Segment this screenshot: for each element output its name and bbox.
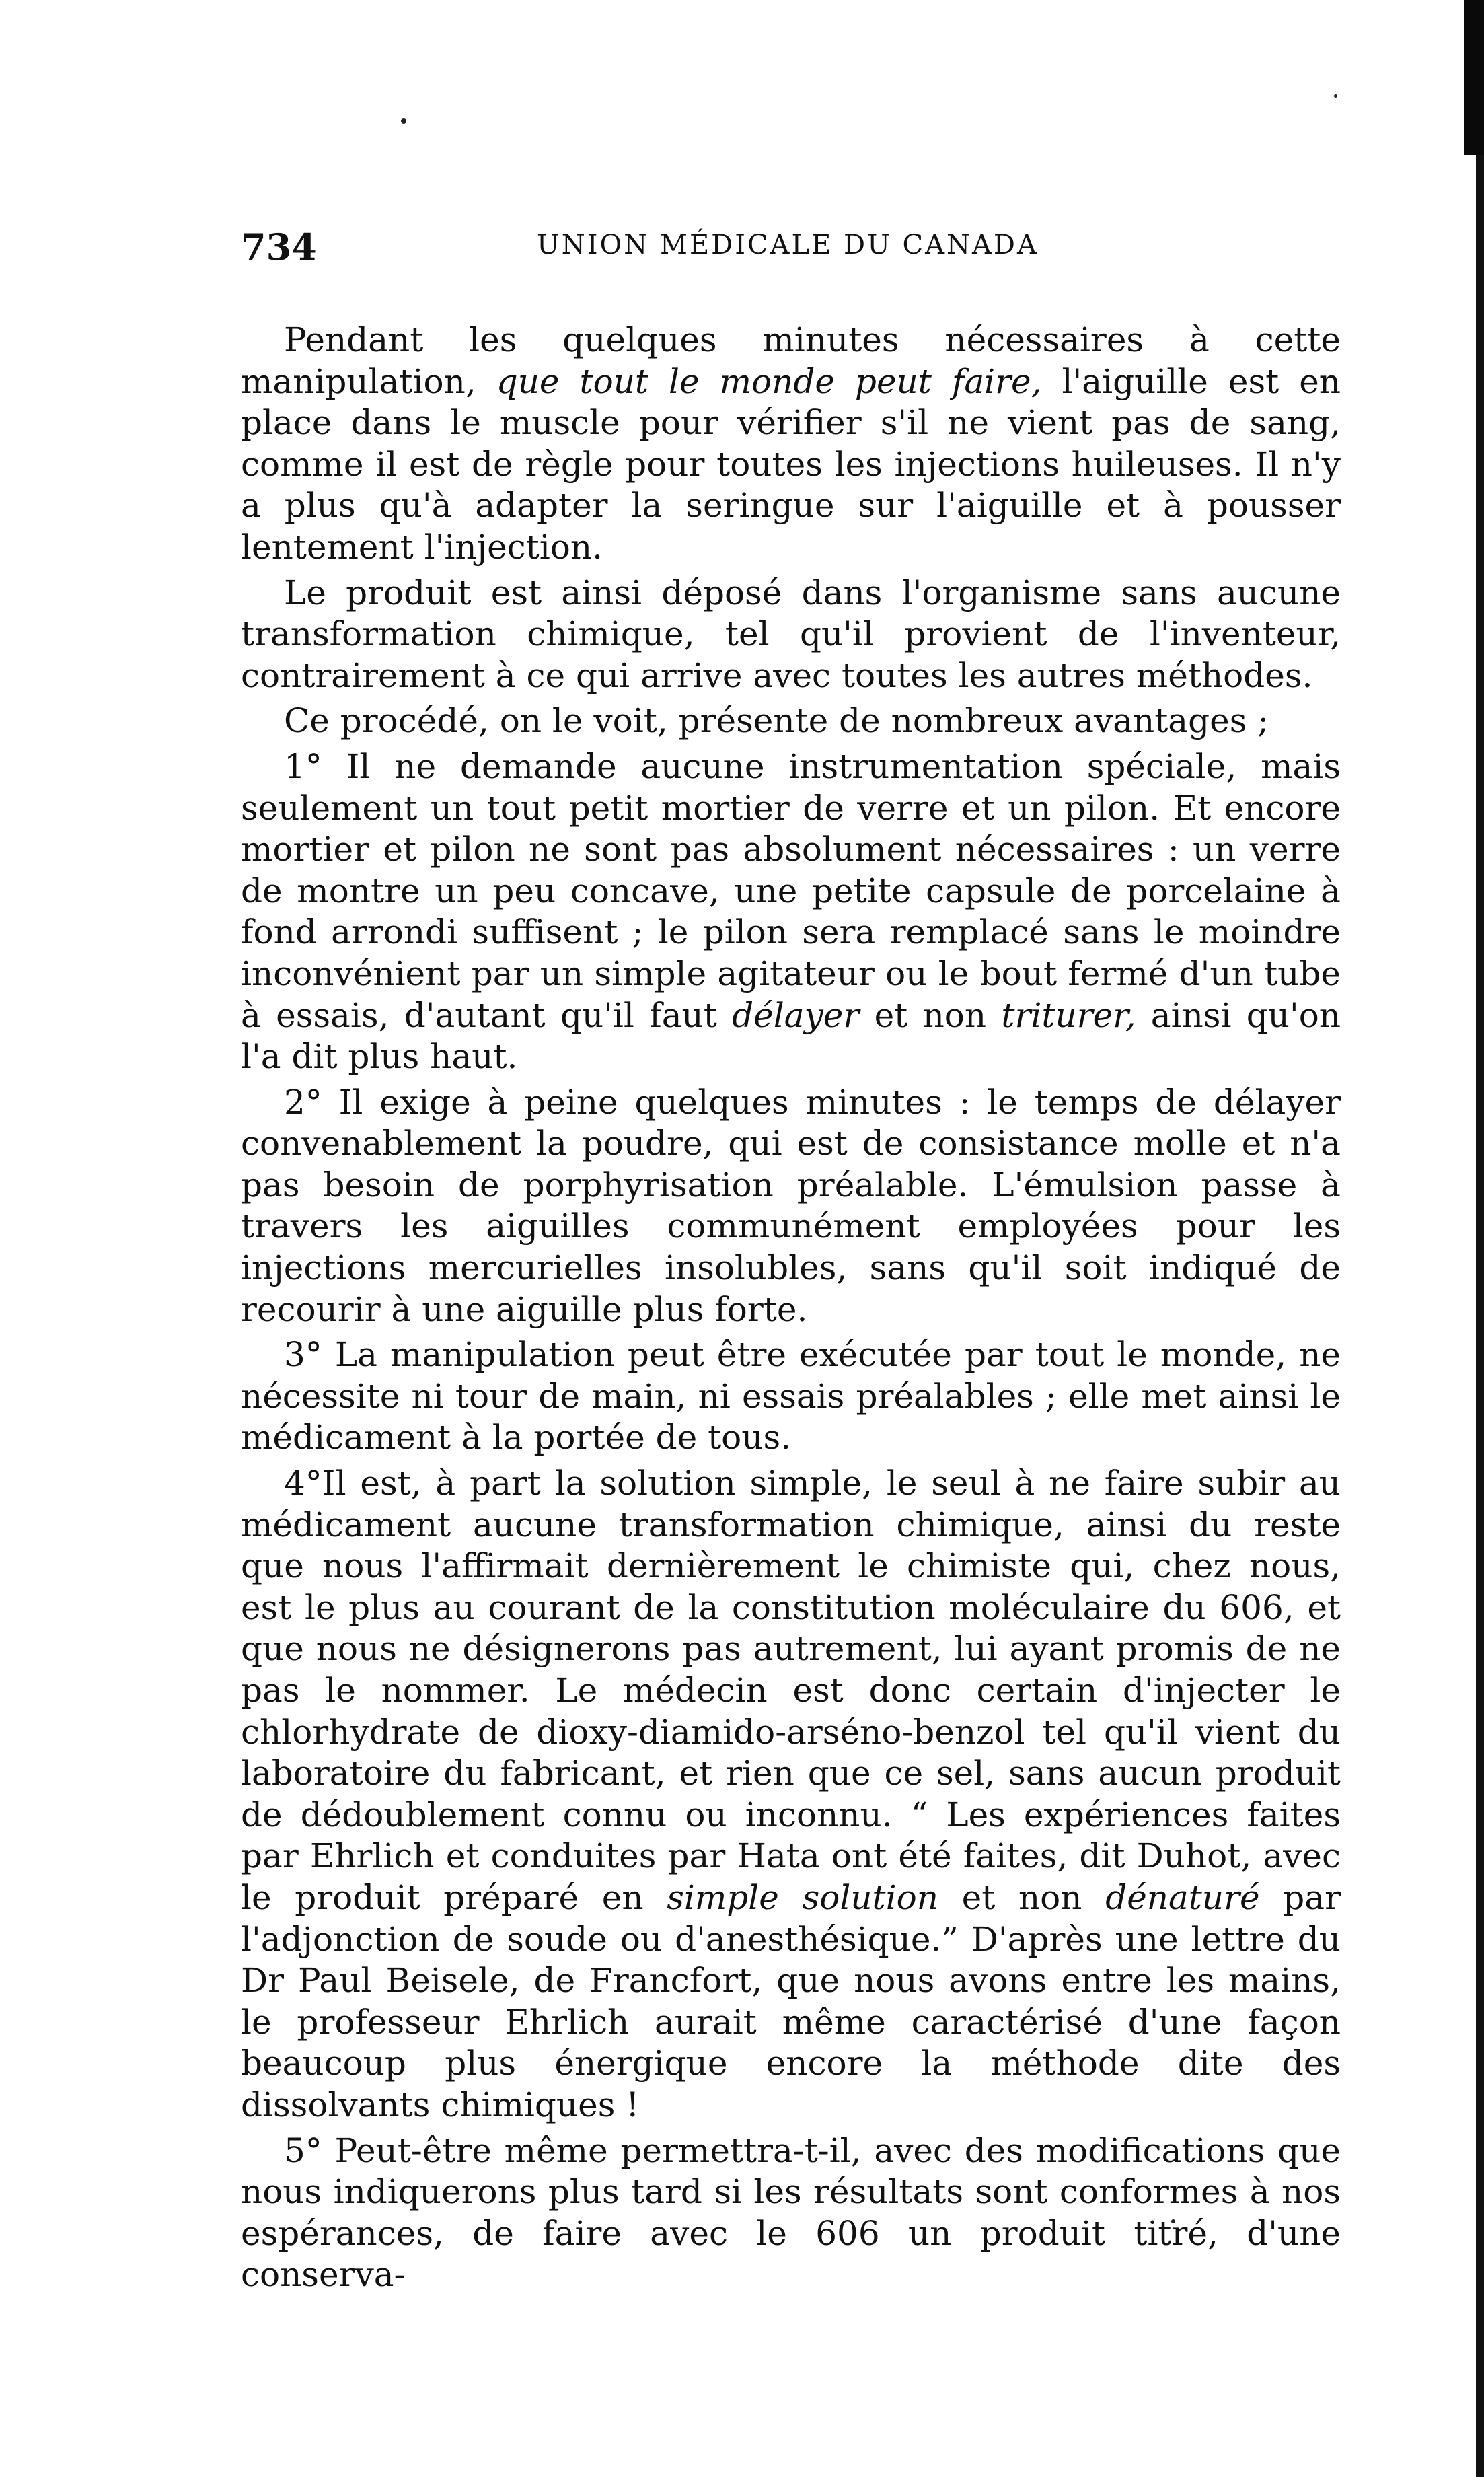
body-text — [241, 320, 1341, 2296]
running-head — [241, 219, 1341, 279]
page-number: 734 — [241, 225, 317, 268]
italic-phrase: que tout le monde peut faire, — [496, 361, 1042, 401]
italic-phrase: délayer — [732, 995, 860, 1035]
italic-phrase: triturer, — [1001, 995, 1136, 1035]
paragraph-advantage-5: 5° Peut-être même permettra-t-il, avec des modifications que nous indiquerons plus tard si les résultats sont conformes à nos espérances, de faire avec le 606 un produit titré, d'une conserva- — [241, 2130, 1341, 2295]
scan-edge-shadow — [1464, 0, 1484, 155]
book-page — [241, 219, 1341, 2300]
ink-speck — [1334, 94, 1337, 98]
paragraph-manipulation: Pendant les quelques minutes nécessaires à cette manipulation, que tout le monde peut faire, l'aiguille est en place dans le muscle pour vérifier s'il ne vient pas de sang, comme il est de règle pour toutes les injections huileuses. Il n'y a plus qu'à adapter la seringue sur l'aiguille et à pousser lentement l'injection. — [241, 320, 1341, 567]
paragraph-advantages-intro: Ce procédé, on le voit, présente de nombreux avantages ; — [284, 701, 1269, 741]
paragraph-advantage-3: 3° La manipulation peut être exécutée par tout le monde, ne nécessite ni tour de main, ni essais préalables ; elle met ainsi le médicament à la portée de tous. — [241, 1335, 1341, 1458]
scan-edge-rule — [1476, 0, 1484, 2477]
paragraph-advantage-1: 1° Il ne demande aucune instrumentation spéciale, mais seulement un tout petit mortier de verre et un pilon. Et encore mortier et pilon ne sont pas absolument nécessaires : un verre de montre un peu concave, une petite capsule de porcelaine à fond arrondi suffisent ; le pilon sera remplacé sans le moindre inconvénient par un simple agitateur ou le bout fermé d'un tube à essais, d'autant qu'il faut délayer et non triturer, ainsi qu'on l'a dit plus haut. — [241, 746, 1341, 1077]
journal-title: UNION MÉDICALE DU CANADA — [537, 229, 1039, 260]
paragraph-product: Le produit est ainsi déposé dans l'organisme sans aucune transformation chimique, tel qu'il provient de l'inventeur, contrairement à ce qui arrive avec toutes les autres méthodes. — [241, 573, 1341, 695]
italic-phrase: simple solution — [667, 1877, 938, 1917]
paragraph-advantage-4: 4°Il est, à part la solution simple, le seul à ne faire subir au médicament aucune transformation chimique, ainsi du reste que nous l'affirmait dernièrement le chimiste qui, chez nous, est le plus au courant de la constitution moléculaire du 606, et que nous ne désignerons pas autrement, lui ayant promis de ne pas le nommer. Le médecin est donc certain d'injecter le chlorhydrate de dioxy-diamido-arséno-benzol tel qu'il vient du laboratoire du fabricant, et rien que ce sel, sans aucun produit de dédoublement connu ou inconnu. “ Les expériences faites par Ehrlich et conduites par Hata ont été faites, dit Duhot, avec le produit préparé en simple solution et non dénaturé par l'adjonction de soude ou d'anesthésique.” D'après une lettre du Dr Paul Beisele, de Francfort, que nous avons entre les mains, le professeur Ehrlich aurait même caractérisé d'une façon beaucoup plus énergique encore la méthode dite des dissolvants chimiques ! — [241, 1464, 1341, 2124]
italic-phrase: dénaturé — [1105, 1877, 1260, 1917]
paragraph-advantage-2: 2° Il exige à peine quelques minutes : le temps de délayer convenablement la poudre, qui est de consistance molle et n'a pas besoin de porphyrisation préalable. L'émulsion passe à travers les aiguilles communément employées pour les injections mercurielles insolubles, sans qu'il soit indiqué de recourir à une aiguille plus forte. — [241, 1082, 1341, 1329]
ink-speck — [401, 118, 406, 124]
